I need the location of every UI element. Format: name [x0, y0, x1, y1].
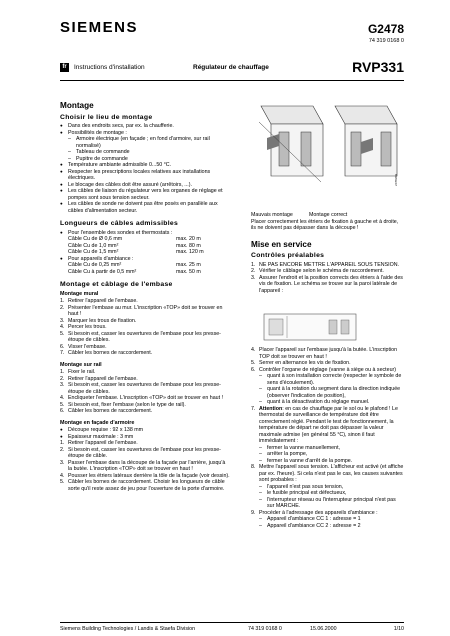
list-item: 7. Câbler les bornes de raccordement. — [60, 350, 153, 356]
list-item: 4. Percer les trous. — [60, 324, 107, 330]
list-item-text: Retirer l'appareil de l'embase. — [68, 440, 138, 446]
list-item: – le fusible principal est défectueux, — [251, 490, 404, 497]
list-item-text: Si besoin est, casser les ouvertures de l'embase pour les presse-étoupe de câble. — [68, 446, 221, 459]
list-item: – fermer la vanne d'arrêt de la pompe. — [251, 458, 404, 465]
table-cell: Câble Cu de 0,25 mm² — [68, 262, 122, 268]
figure-code: 2478Z09 — [394, 174, 398, 186]
list-item: – fermer la vanne manuellement, — [251, 445, 404, 452]
list-item: 6. Contrôler l'organe de réglage (vanne à siège ou à secteur) — [251, 366, 397, 373]
figure-caption: Placer correctement les étriers de fixation à gauche et à droite, ils ne doivent pas dépasser dans la découpe ! — [251, 218, 399, 231]
header-rule — [60, 80, 404, 81]
list-item: 4. Placer l'appareil sur l'embase jusqu'à la butée. L'inscription TOP doit se trouver en haut ! — [251, 347, 398, 360]
footer-page: 1/10 — [393, 626, 404, 632]
list-item: ● Pour l'ensemble des sondes et thermostats : — [60, 230, 230, 237]
cable-table-room-units — [60, 262, 230, 275]
footer-rule — [60, 622, 404, 623]
list-item: – Appareil d'ambiance CC 2 : adresse = 2 — [251, 523, 404, 530]
list-item: 5. Si besoin est, fixer l'embase (selon le type de rail). — [60, 401, 186, 408]
list-item: 6. Câbler les bornes de raccordement. — [60, 408, 153, 414]
mounting-diagram — [251, 102, 404, 210]
list-item-text: Fixer le rail. — [68, 369, 96, 375]
figure-label-correct: Montage correct — [309, 212, 348, 218]
rail-mount-title: Montage sur rail — [60, 361, 102, 368]
list-item: – l'appareil n'est pas sous tension, — [251, 484, 404, 491]
document-code: G2478 — [367, 22, 404, 36]
list-item-text: Marquer les trous de fixation. — [68, 317, 137, 324]
list-item-text: NE PAS ENCORE METTRE L'APPAREIL SOUS TENSION. — [259, 261, 400, 268]
cable-length-title: Longueurs de câbles admissibles — [60, 220, 179, 227]
list-item: 4. Pousser les étriers latéraux derrière la tôle de la façade (voir dessin). — [60, 472, 230, 479]
right-column-top — [251, 212, 404, 294]
figure-label-wrong: Mauvais montage — [251, 212, 293, 218]
wall-mount-steps — [60, 298, 230, 357]
choose-location-list — [60, 123, 230, 214]
list-item-text: Vérifier le câblage selon le schéma de raccordement. — [259, 268, 384, 274]
facade-mount-specs — [60, 427, 230, 440]
list-item: – quant à son installation correcte (respecter le symbole de sens d'écoulement). — [251, 373, 404, 386]
list-item: ● Pour appareils d'ambiance : — [60, 256, 230, 263]
table-cell: Câble Cu à partir de 0,5 mm² — [68, 268, 137, 275]
step8-details — [251, 484, 404, 510]
table-cell: max. 50 m — [176, 268, 201, 275]
list-item: ● Température ambiante admissible 0...50 °C. — [60, 162, 230, 169]
wiring-title: Montage et câblage de l'embase — [60, 281, 173, 288]
list-item: ● Le blocage des câbles doit être assuré (arrêtoirs, ...). — [60, 182, 230, 189]
section-title-montage: Montage — [60, 101, 94, 110]
list-item: ● Les câbles de liaison du régulateur vers les organes de réglage et pompes sont sous tension secteur. — [60, 188, 230, 201]
list-item: – Armoire électrique (en façade ; en fond d'armoire, sur rail normalisé) — [60, 136, 230, 149]
list-item: – Pupitre de commande — [60, 156, 230, 163]
list-item: 3. Marquer les trous de fixation. — [60, 317, 137, 324]
list-item: – l'interrupteur réseau ou l'interrupteur principal n'est pas sur MARCHE. — [251, 497, 404, 510]
rail-mount-steps — [60, 369, 230, 415]
list-item: 7. Attention: en cas de chauffage par le sol ou le plafond ! Le thermostat de surveillance de température doit être correctement réglé. Pendant le test de fonctionnement, la température de départ ne doit pas dépasser la valeur maximale admise (en général 55 °C), sinon il faut immédiatement : — [251, 405, 398, 444]
list-item: 5. Câbler les bornes de raccordement. Choisir les longueurs de câble sorte qu'il reste assez de jeu pour l'ouverture de la porte d'armoire. — [60, 479, 225, 492]
list-item-text: Câbler les bornes de raccordement. — [68, 350, 153, 356]
list-item-text: Visser l'embase. — [68, 343, 107, 350]
list-item-text: Retirer l'appareil de l'embase. — [68, 298, 138, 304]
wall-mount-title: Montage mural — [60, 290, 99, 297]
list-item: 5. Serrer en alternance les vis de fixation. — [251, 360, 351, 366]
list-item: – Tableau de commande — [60, 149, 230, 156]
list-item: 1. NE PAS ENCORE METTRE L'APPAREIL SOUS TENSION. — [251, 261, 400, 268]
product-code: RVP331 — [352, 59, 404, 75]
list-item: ● Dans des endroits secs, par ex. la chaufferie. — [60, 123, 230, 130]
device-side-illustration — [263, 312, 357, 342]
table-cell: Câble Cu de 1,0 mm² — [68, 242, 119, 249]
list-item: 3. Assurer l'endroit et la position corrects des étriers à l'aide des vis de fixation. Le schéma se trouve sur la paroi latérale de l'appareil : — [251, 274, 403, 294]
checks-list — [251, 262, 404, 295]
device-side-diagram — [263, 312, 357, 342]
list-item: ● Les câbles de sonde ne doivent pas être posés en parallèle aux câbles d'alimentation secteur. — [60, 201, 230, 214]
list-item: ● Epaisseur maximale : 3 mm — [60, 434, 230, 441]
checks-title: Contrôles préalables — [251, 252, 325, 259]
document-number: 74 319 0168 0 — [368, 38, 404, 44]
choose-location-title: Choisir le lieu de montage — [60, 113, 153, 121]
list-item: 2. Présenter l'embase au mur. L'inscription «TOP» doit se trouver en haut ! — [60, 304, 223, 317]
document-title: Régulateur de chauffage — [193, 64, 269, 71]
list-item-text: Pousser les étriers latéraux derrière la tôle de la façade (voir dessin). — [68, 472, 230, 479]
facade-mount-title: Montage en façade d'armoire — [60, 419, 135, 426]
list-item-text: Si besoin est, casser les ouvertures de l'embase pour les presse-étoupe de câbles. — [68, 330, 221, 343]
list-item: 1. Fixer le rail. — [60, 369, 96, 375]
commissioning-steps — [251, 347, 404, 373]
facade-mount-steps — [60, 440, 230, 492]
table-cell: max. 25 m — [176, 262, 201, 268]
list-item: 3. Si besoin est, casser les ouvertures de l'embase pour les presse-étoupe de câbles. — [60, 382, 221, 395]
footer-number: 74 319 0168 0 — [248, 626, 282, 632]
table-cell: Câble Cu de 1,5 mm² — [68, 249, 119, 255]
brand-logo: SIEMENS — [60, 19, 139, 36]
footer-company: Siemens Building Technologies / Landis & Staefa Division — [60, 626, 196, 632]
footer-date: 15.06.2000 — [310, 626, 337, 632]
list-item: 1. Retirer l'appareil de l'embase. — [60, 440, 138, 446]
list-item-text: Passer l'embase dans la découpe de la façade par l'arrière, jusqu'à la butée. L'inscription «TOP» doit se trouver en haut ! — [68, 459, 226, 472]
list-item: 3. Passer l'embase dans la découpe de la façade par l'arrière, jusqu'à la butée. L'inscription «TOP» doit se trouver en haut ! — [60, 459, 226, 472]
list-item: 8. Mettre l'appareil sous tension. L'afficheur est activé (et affiche par ex. l'heure). Si cela n'est pas le cas, les causes suivantes sont probables : — [251, 464, 404, 483]
list-item: ● Possibilités de montage : — [60, 130, 230, 137]
list-item: 1. Retirer l'appareil de l'embase. — [60, 298, 138, 304]
list-item: 2. Retirer l'appareil de l'embase. — [60, 375, 138, 382]
section-title-commissioning: Mise en service — [251, 239, 312, 249]
language-badge: fr — [60, 63, 69, 72]
table-cell: max. 20 m — [176, 236, 201, 242]
list-item: – arrêter la pompe, — [251, 451, 404, 458]
list-item: 9. Procéder à l'adressage des appareils d'ambiance : — [251, 509, 378, 516]
list-item-text: Assurer l'endroit et la position corrects des étriers à l'aide des vis de fixation. Le schéma se trouve sur la paroi latérale de l'appareil : — [259, 274, 403, 294]
list-item-text: Percer les trous. — [68, 324, 107, 330]
list-item: ● Respecter les prescriptions locales relatives aux installations électriques. — [60, 169, 230, 182]
table-row — [60, 269, 230, 276]
mounting-bracket-illustration — [251, 102, 404, 210]
list-item: – quant à la rotation du segment dans la direction indiquée (observer l'indication de position), — [251, 386, 404, 399]
instructions-label: Instructions d'installation — [74, 64, 145, 71]
list-item: 2. Si besoin est, casser les ouvertures de l'embase pour les presse-étoupe de câble. — [60, 446, 221, 459]
table-cell: Câble Cu de Ø 0,6 mm — [68, 236, 123, 242]
left-column — [60, 103, 230, 492]
step6-details — [251, 373, 404, 406]
list-item-text: Retirer l'appareil de l'embase. — [68, 375, 138, 382]
step7-details — [251, 445, 404, 465]
list-item-text: Si besoin est, fixer l'embase (selon le type de rail). — [68, 401, 186, 408]
list-item: 4. Encliqueter l'embase. L'inscription «TOP» doit se trouver en haut ! — [60, 395, 224, 401]
list-item-text: Encliqueter l'embase. L'inscription «TOP» doit se trouver en haut ! — [68, 395, 224, 401]
list-item-text: Câbler les bornes de raccordement. Choisir les longueurs de câble sorte qu'il reste assez de jeu pour l'ouverture de la porte d'armoire. — [68, 479, 225, 492]
list-item: – Appareil d'ambiance CC 1 : adresse = 1 — [251, 516, 404, 523]
list-item: 6. Visser l'embase. — [60, 343, 107, 350]
list-item-text: Câbler les bornes de raccordement. — [68, 408, 153, 414]
cable-table-sensors — [60, 236, 230, 256]
table-cell: max. 120 m — [176, 249, 204, 255]
list-item: 5. Si besoin est, casser les ouvertures de l'embase pour les presse-étoupe de câbles. — [60, 330, 221, 343]
list-item-text: Présenter l'embase au mur. L'inscription «TOP» doit se trouver en haut ! — [68, 304, 223, 317]
step9-details — [251, 516, 404, 529]
right-column-bottom — [251, 347, 404, 529]
list-item: 2. Vérifier le câblage selon le schéma de raccordement. — [251, 268, 384, 274]
list-item: – quant à la désactivation du réglage manuel. — [251, 399, 404, 406]
list-item: ● Découpe requise : 92 x 138 mm — [60, 427, 230, 434]
list-item-text: Si besoin est, casser les ouvertures de l'embase pour les presse-étoupe de câbles. — [68, 382, 221, 395]
table-cell: max. 80 m — [176, 242, 201, 249]
